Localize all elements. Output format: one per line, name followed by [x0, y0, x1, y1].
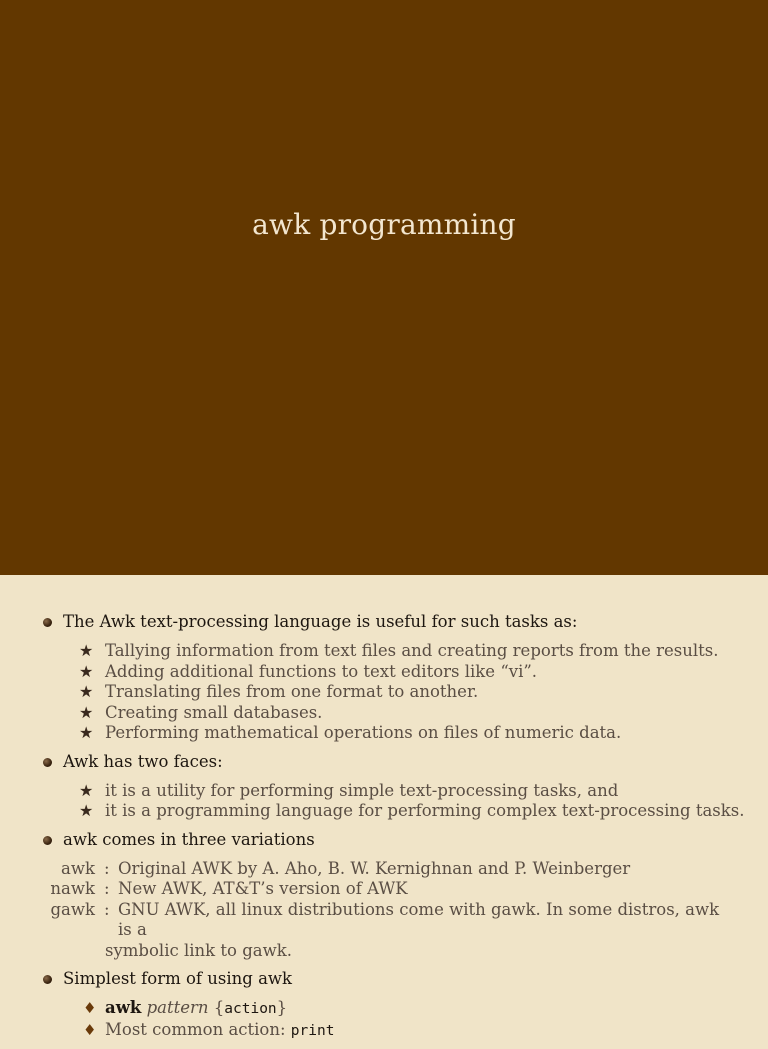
star-icon: ★ — [79, 723, 94, 742]
section-heading-text: The Awk text-processing language is useful for such tasks as: — [63, 612, 578, 631]
section-heading-simplest-form — [0, 969, 768, 989]
list-item: ★ Translating files from one format to another. — [79, 682, 479, 701]
ball-bullet-icon — [43, 836, 52, 845]
section-heading-uses — [0, 612, 768, 632]
list-item: ★ Performing mathematical operations on files of numeric data. — [79, 723, 622, 742]
slide-title: awk programming — [252, 208, 516, 241]
variation-row — [0, 879, 768, 900]
print-code: print — [290, 1022, 335, 1039]
variation-colon: : — [104, 858, 110, 878]
variation-desc: New AWK, AT&T’s version of AWK — [118, 879, 408, 898]
variation-name: nawk — [50, 879, 95, 898]
list-item: ★ Creating small databases. — [79, 702, 323, 722]
ball-bullet-icon — [43, 758, 52, 767]
pattern-placeholder: pattern — [146, 998, 209, 1017]
awk-command: awk — [105, 998, 142, 1017]
variation-desc: GNU AWK, all linux distributions come with gawk. In some distros, awk is a — [118, 899, 720, 939]
action-placeholder: action — [224, 1001, 277, 1017]
section-heading-text: Awk has two faces: — [63, 751, 223, 771]
list-item: ★ Tallying information from text files and creating reports from the results. — [79, 641, 719, 660]
star-icon: ★ — [79, 641, 94, 660]
variation-colon: : — [104, 899, 110, 919]
section-heading-text: awk comes in three variations — [63, 829, 315, 849]
section-heading-text: Simplest form of using awk — [63, 969, 293, 988]
list-item: ★ it is a programming language for performing complex text-processing tasks. — [79, 801, 745, 820]
section-heading-faces — [0, 752, 768, 772]
variation-row — [0, 900, 768, 962]
star-icon: ★ — [79, 682, 94, 701]
list-item: ★ it is a utility for performing simple text-processing tasks, and — [79, 780, 619, 800]
slide-content — [0, 612, 768, 1049]
action-label: Most common action: — [105, 1019, 291, 1039]
section-heading-variations — [0, 830, 768, 850]
simplest-form-list — [0, 998, 768, 1041]
variation-desc-continued: symbolic link to gawk. — [105, 940, 292, 960]
star-icon: ★ — [79, 661, 94, 681]
faces-list — [0, 781, 768, 822]
brace-open: { — [213, 998, 225, 1017]
star-icon: ★ — [79, 780, 94, 800]
variation-name: gawk — [50, 899, 95, 919]
variation-desc: Original AWK by A. Aho, B. W. Kernighnan and P. Weinberger — [118, 858, 631, 878]
ball-bullet-icon — [43, 975, 52, 984]
diamond-icon: ♦ — [83, 999, 97, 1017]
variations-table — [0, 859, 768, 962]
action-line — [0, 1020, 768, 1042]
star-icon: ★ — [79, 801, 94, 820]
brace-close: } — [276, 998, 288, 1017]
variation-colon: : — [104, 879, 110, 898]
list-item: ★ Adding additional functions to text editors like “vi”. — [79, 661, 538, 681]
syntax-line — [0, 998, 768, 1020]
ball-bullet-icon — [43, 618, 52, 627]
variation-name: awk — [61, 858, 95, 878]
star-icon: ★ — [79, 702, 94, 722]
variation-row — [0, 859, 768, 880]
uses-list — [0, 641, 768, 744]
diamond-icon: ♦ — [83, 1020, 97, 1039]
